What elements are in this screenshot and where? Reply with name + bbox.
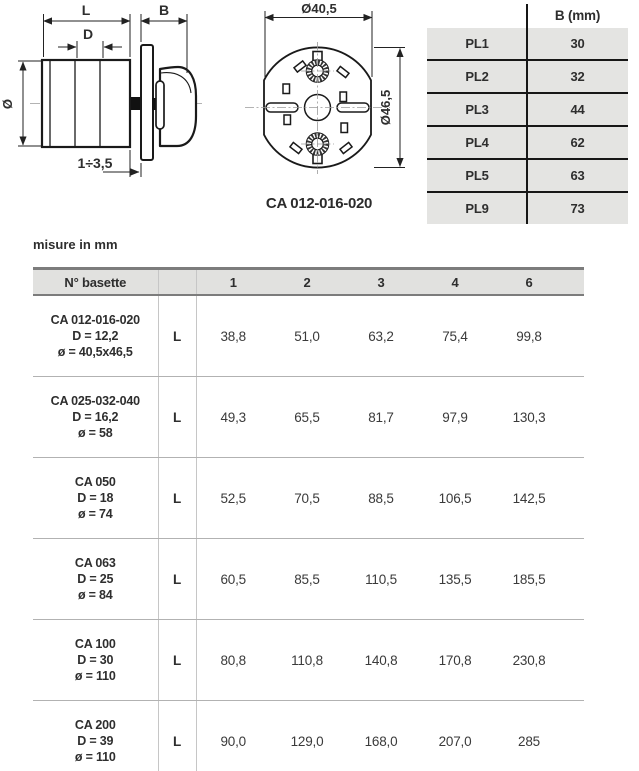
dimension-table-header-row	[33, 269, 584, 296]
col-header-2: 2	[270, 269, 344, 296]
value-cell-6: 130,3	[492, 377, 566, 458]
value-cell-2: 70,5	[270, 458, 344, 539]
value-cell-1: 90,0	[196, 701, 270, 771]
basette-cell	[33, 701, 158, 771]
basette-d: D = 12,2	[72, 329, 119, 343]
b-table-model: PL1	[465, 36, 489, 51]
value-cell-4: 170,8	[418, 620, 492, 701]
col-header-l	[158, 269, 196, 296]
basette-diameter: ø = 74	[77, 507, 113, 521]
value-cell-1: 38,8	[196, 295, 270, 377]
value-cell-3: 168,0	[344, 701, 418, 771]
l-cell: L	[158, 539, 196, 620]
table-row	[33, 620, 584, 701]
b-table-model: PL3	[465, 102, 489, 117]
basette-model: CA 012-016-020	[50, 313, 140, 327]
b-table-value: 30	[570, 36, 585, 51]
units-note: misure in mm	[33, 237, 118, 252]
value-cell-6: 285	[492, 701, 566, 771]
front-view-caption: CA 012-016-020	[265, 195, 373, 212]
basette-d: D = 39	[77, 734, 114, 748]
value-cell-6: 142,5	[492, 458, 566, 539]
value-cell-3: 63,2	[344, 295, 418, 377]
value-cell-4: 207,0	[418, 701, 492, 771]
b-dimension-table	[427, 2, 628, 224]
value-cell-2: 129,0	[270, 701, 344, 771]
filler-cell	[566, 539, 584, 620]
col-header-1: 1	[196, 269, 270, 296]
shaft-block	[131, 97, 140, 110]
basette-d: D = 18	[77, 491, 114, 505]
basette-diameter: ø = 84	[77, 588, 113, 602]
dimension-table	[33, 267, 584, 771]
basette-model: CA 050	[74, 475, 116, 489]
switch-body	[42, 60, 130, 147]
dim-top-label: Ø40,5	[301, 1, 337, 16]
basette-cell	[33, 539, 158, 620]
b-table-header-spacer	[427, 2, 527, 28]
value-cell-1: 60,5	[196, 539, 270, 620]
dim-D-lines	[58, 41, 122, 58]
front-view-drawing	[237, 0, 437, 194]
value-cell-1: 52,5	[196, 458, 270, 539]
basette-model: CA 100	[74, 637, 116, 651]
table-row	[33, 377, 584, 458]
dim-gap-label: 1÷3,5	[77, 155, 113, 171]
basette-cell	[33, 295, 158, 377]
value-cell-1: 49,3	[196, 377, 270, 458]
table-row	[33, 458, 584, 539]
dim-right-label: Ø46,5	[378, 89, 393, 126]
handle-knob	[156, 67, 196, 146]
basette-diameter: ø = 58	[77, 426, 113, 440]
filler-cell	[566, 377, 584, 458]
col-header-3: 3	[344, 269, 418, 296]
basette-d: D = 25	[77, 572, 114, 586]
col-header-filler	[566, 269, 584, 296]
basette-cell	[33, 620, 158, 701]
filler-cell	[566, 701, 584, 771]
basette-d: D = 16,2	[72, 410, 119, 424]
b-table-value: 44	[570, 102, 585, 117]
value-cell-2: 85,5	[270, 539, 344, 620]
basette-model: CA 200	[74, 718, 116, 732]
filler-cell	[566, 295, 584, 377]
value-cell-3: 81,7	[344, 377, 418, 458]
l-cell: L	[158, 620, 196, 701]
value-cell-3: 88,5	[344, 458, 418, 539]
l-cell: L	[158, 458, 196, 539]
value-cell-4: 106,5	[418, 458, 492, 539]
col-header-basette: N° basette	[33, 269, 158, 296]
value-cell-6: 185,5	[492, 539, 566, 620]
b-table-header: B (mm)	[554, 7, 601, 23]
table-row	[33, 539, 584, 620]
value-cell-3: 140,8	[344, 620, 418, 701]
b-table-divider	[526, 4, 528, 224]
table-row	[33, 295, 584, 377]
value-cell-2: 65,5	[270, 377, 344, 458]
b-table-value: 62	[570, 135, 585, 150]
l-cell: L	[158, 295, 196, 377]
basette-cell	[33, 377, 158, 458]
value-cell-4: 97,9	[418, 377, 492, 458]
table-row	[33, 701, 584, 771]
value-cell-6: 230,8	[492, 620, 566, 701]
basette-diameter: ø = 110	[74, 669, 116, 683]
value-cell-6: 99,8	[492, 295, 566, 377]
col-header-4: 4	[418, 269, 492, 296]
value-cell-2: 110,8	[270, 620, 344, 701]
basette-d: D = 30	[77, 653, 114, 667]
dim-D-label: D	[82, 26, 94, 42]
value-cell-4: 75,4	[418, 295, 492, 377]
b-table-model: PL4	[465, 135, 489, 150]
b-table-model: PL2	[465, 69, 489, 84]
basette-diameter: ø = 40,5x46,5	[57, 345, 133, 359]
l-cell: L	[158, 377, 196, 458]
filler-cell	[566, 458, 584, 539]
col-header-6: 6	[492, 269, 566, 296]
b-table-value: 63	[570, 168, 585, 183]
b-table-model: PL9	[465, 201, 489, 216]
filler-cell	[566, 620, 584, 701]
value-cell-4: 135,5	[418, 539, 492, 620]
value-cell-2: 51,0	[270, 295, 344, 377]
b-table-value: 32	[570, 69, 585, 84]
b-table-value: 73	[570, 201, 585, 216]
basette-cell	[33, 458, 158, 539]
b-table-model: PL5	[465, 168, 489, 183]
value-cell-3: 110,5	[344, 539, 418, 620]
basette-model: CA 063	[74, 556, 116, 570]
basette-diameter: ø = 110	[74, 750, 116, 764]
value-cell-1: 80,8	[196, 620, 270, 701]
dim-B-label: B	[158, 2, 170, 18]
basette-model: CA 025-032-040	[50, 394, 140, 408]
side-view-drawing	[0, 0, 240, 220]
mounting-flange	[141, 45, 153, 160]
dim-dia-label: Ø	[0, 98, 15, 110]
dim-L-label: L	[81, 2, 91, 18]
l-cell: L	[158, 701, 196, 771]
